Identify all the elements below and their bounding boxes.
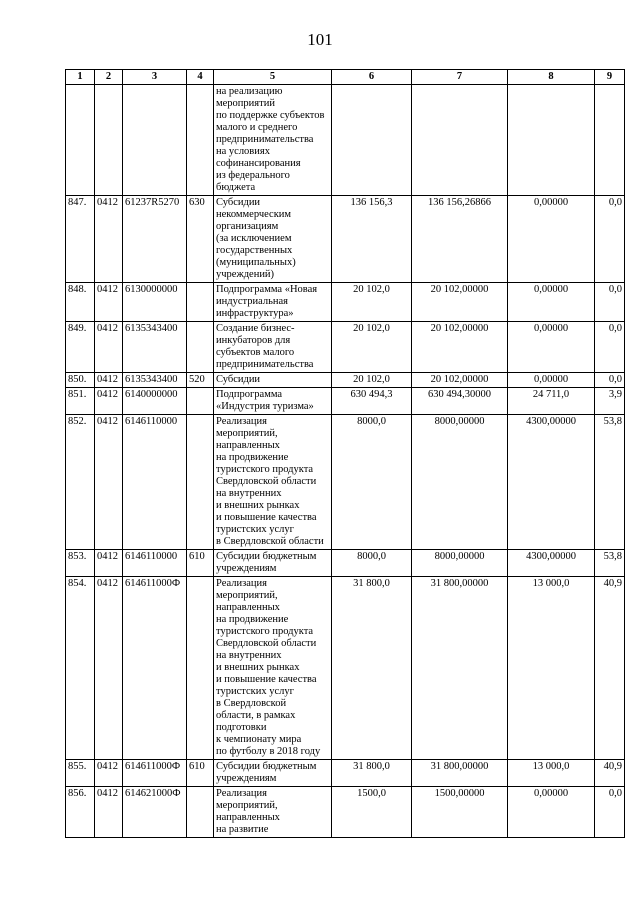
target-article-code: 614611000Ф (123, 577, 187, 760)
expense-type-code: 610 (187, 550, 214, 577)
section-code: 0412 (95, 196, 123, 283)
description (214, 283, 332, 322)
expense-type-code (187, 322, 214, 373)
description-line: государственных (216, 245, 293, 256)
approved-amount: 1500,00000 (412, 787, 508, 838)
description (214, 388, 332, 415)
section-code: 0412 (95, 760, 123, 787)
description-line: инфраструктура» (216, 308, 294, 319)
execution-percent: 53,8 (595, 415, 625, 550)
planned-amount: 20 102,0 (332, 283, 412, 322)
approved-amount: 136 156,26866 (412, 196, 508, 283)
expense-type-code (187, 85, 214, 196)
description-line: мероприятий, (216, 590, 278, 601)
description-line: туристских услуг (216, 686, 294, 697)
row-number: 850. (66, 373, 95, 388)
header-col-3: 3 (123, 70, 187, 85)
description-line: предпринимательства (216, 134, 314, 145)
row-number: 852. (66, 415, 95, 550)
description-line: Создание бизнес- (216, 323, 295, 334)
expense-type-code (187, 388, 214, 415)
row-number: 849. (66, 322, 95, 373)
planned-amount (332, 85, 412, 196)
execution-percent: 53,8 (595, 550, 625, 577)
header-col-6: 6 (332, 70, 412, 85)
planned-amount: 31 800,0 (332, 577, 412, 760)
execution-percent: 0,0 (595, 322, 625, 373)
executed-amount: 0,00000 (508, 373, 595, 388)
expense-type-code (187, 577, 214, 760)
page-number: 101 (307, 30, 333, 49)
executed-amount: 13 000,0 (508, 760, 595, 787)
description (214, 85, 332, 196)
header-col-7: 7 (412, 70, 508, 85)
description-line: учреждениям (216, 773, 277, 784)
description-line: туристского продукта (216, 464, 314, 475)
target-article-code: 614621000Ф (123, 787, 187, 838)
description-line: Субсидии бюджетным (216, 761, 317, 772)
description-line: на продвижение (216, 614, 289, 625)
description-line: учреждений) (216, 269, 275, 280)
description-line: на внутренних (216, 488, 282, 499)
description-line: субъектов малого (216, 347, 295, 358)
row-number: 847. (66, 196, 95, 283)
description-line: софинансирования (216, 158, 301, 169)
section-code: 0412 (95, 283, 123, 322)
section-code: 0412 (95, 388, 123, 415)
table-row (66, 388, 625, 415)
approved-amount: 8000,00000 (412, 550, 508, 577)
description (214, 577, 332, 760)
description-line: бюджета (216, 182, 256, 193)
header-col-5: 5 (214, 70, 332, 85)
header-row (66, 70, 625, 85)
target-article-code: 61237R5270 (123, 196, 187, 283)
description-line: Субсидии бюджетным (216, 551, 317, 562)
table-row (66, 760, 625, 787)
description-line: некоммерческим (216, 209, 292, 220)
row-number: 848. (66, 283, 95, 322)
executed-amount: 24 711,0 (508, 388, 595, 415)
description-line: подготовки (216, 722, 267, 733)
header-col-1: 1 (66, 70, 95, 85)
description-line: на реализацию (216, 86, 283, 97)
description-line: мероприятий, (216, 800, 278, 811)
row-number: 856. (66, 787, 95, 838)
target-article-code: 6130000000 (123, 283, 187, 322)
header-col-8: 8 (508, 70, 595, 85)
table-row (66, 283, 625, 322)
description-line: на развитие (216, 824, 269, 835)
description-line: на продвижение (216, 452, 289, 463)
description-line: из федерального (216, 170, 290, 181)
description-line: Свердловской области (216, 476, 317, 487)
execution-percent: 0,0 (595, 196, 625, 283)
expense-type-code: 520 (187, 373, 214, 388)
description (214, 415, 332, 550)
target-article-code (123, 85, 187, 196)
approved-amount: 8000,00000 (412, 415, 508, 550)
table-row (66, 787, 625, 838)
description-line: (за исключением (216, 233, 292, 244)
description-line: и повышение качества (216, 512, 317, 523)
description-line: туристских услуг (216, 524, 294, 535)
executed-amount: 0,00000 (508, 283, 595, 322)
section-code: 0412 (95, 373, 123, 388)
description-line: и повышение качества (216, 674, 317, 685)
row-number: 851. (66, 388, 95, 415)
planned-amount: 20 102,0 (332, 373, 412, 388)
approved-amount: 630 494,30000 (412, 388, 508, 415)
description-line: направленных (216, 602, 280, 613)
execution-percent (595, 85, 625, 196)
description-line: учреждениям (216, 563, 277, 574)
description-line: области, в рамках (216, 710, 296, 721)
approved-amount: 31 800,00000 (412, 760, 508, 787)
execution-percent: 0,0 (595, 373, 625, 388)
execution-percent: 40,9 (595, 760, 625, 787)
target-article-code: 6140000000 (123, 388, 187, 415)
description-line: Субсидии (216, 197, 261, 208)
row-number: 854. (66, 577, 95, 760)
description-line: на условиях (216, 146, 270, 157)
row-number: 855. (66, 760, 95, 787)
section-code: 0412 (95, 577, 123, 760)
description-line: и внешних рынках (216, 500, 300, 511)
approved-amount: 31 800,00000 (412, 577, 508, 760)
table-row (66, 196, 625, 283)
table-row (66, 550, 625, 577)
executed-amount: 13 000,0 (508, 577, 595, 760)
description (214, 787, 332, 838)
description-line: направленных (216, 812, 280, 823)
header-col-4: 4 (187, 70, 214, 85)
target-article-code: 6146110000 (123, 550, 187, 577)
table-row (66, 322, 625, 373)
expense-type-code (187, 787, 214, 838)
executed-amount: 0,00000 (508, 196, 595, 283)
target-article-code: 6146110000 (123, 415, 187, 550)
target-article-code: 614611000Ф (123, 760, 187, 787)
approved-amount: 20 102,00000 (412, 373, 508, 388)
expense-type-code: 630 (187, 196, 214, 283)
expense-type-code: 610 (187, 760, 214, 787)
target-article-code: 6135343400 (123, 373, 187, 388)
row-number (66, 85, 95, 196)
description-line: Субсидии (216, 374, 261, 385)
approved-amount: 20 102,00000 (412, 283, 508, 322)
table-row (66, 373, 625, 388)
execution-percent: 40,9 (595, 577, 625, 760)
description-line: на внутренних (216, 650, 282, 661)
description-line: в Свердловской области (216, 536, 324, 547)
expense-type-code (187, 283, 214, 322)
planned-amount: 8000,0 (332, 415, 412, 550)
description-line: к чемпионату мира (216, 734, 302, 745)
header-col-9: 9 (595, 70, 625, 85)
description-line: мероприятий, (216, 428, 278, 439)
executed-amount: 4300,00000 (508, 550, 595, 577)
description (214, 760, 332, 787)
description (214, 373, 332, 388)
description-line: в Свердловской (216, 698, 287, 709)
execution-percent: 0,0 (595, 283, 625, 322)
section-code: 0412 (95, 550, 123, 577)
description-line: Реализация (216, 788, 267, 799)
section-code: 0412 (95, 322, 123, 373)
planned-amount: 8000,0 (332, 550, 412, 577)
description-line: индустриальная (216, 296, 288, 307)
description-line: по футболу в 2018 году (216, 746, 321, 757)
description-line: Свердловской области (216, 638, 317, 649)
description-line: Подпрограмма (216, 389, 283, 400)
table-body (66, 85, 625, 838)
header-col-2: 2 (95, 70, 123, 85)
description-line: по поддержке субъектов (216, 110, 325, 121)
description-line: Реализация (216, 578, 267, 589)
approved-amount: 20 102,00000 (412, 322, 508, 373)
description-line: Реализация (216, 416, 267, 427)
section-code: 0412 (95, 415, 123, 550)
description (214, 550, 332, 577)
table-row (66, 415, 625, 550)
budget-table (65, 69, 625, 838)
description-line: (муниципальных) (216, 257, 296, 268)
section-code: 0412 (95, 787, 123, 838)
executed-amount (508, 85, 595, 196)
description (214, 196, 332, 283)
description-line: организациям (216, 221, 279, 232)
description-line: и внешних рынках (216, 662, 300, 673)
approved-amount (412, 85, 508, 196)
description-line: малого и среднего (216, 122, 298, 133)
planned-amount: 31 800,0 (332, 760, 412, 787)
executed-amount: 0,00000 (508, 787, 595, 838)
description-line: «Индустрия туризма» (216, 401, 314, 412)
description (214, 322, 332, 373)
planned-amount: 20 102,0 (332, 322, 412, 373)
executed-amount: 4300,00000 (508, 415, 595, 550)
expense-type-code (187, 415, 214, 550)
executed-amount: 0,00000 (508, 322, 595, 373)
description-line: Подпрограмма «Новая (216, 284, 318, 295)
table-row (66, 85, 625, 196)
planned-amount: 136 156,3 (332, 196, 412, 283)
description-line: инкубаторов для (216, 335, 291, 346)
section-code (95, 85, 123, 196)
row-number: 853. (66, 550, 95, 577)
execution-percent: 0,0 (595, 787, 625, 838)
description-line: мероприятий (216, 98, 275, 109)
execution-percent: 3,9 (595, 388, 625, 415)
description-line: предпринимательства (216, 359, 314, 370)
description-line: туристского продукта (216, 626, 314, 637)
planned-amount: 630 494,3 (332, 388, 412, 415)
planned-amount: 1500,0 (332, 787, 412, 838)
description-line: направленных (216, 440, 280, 451)
target-article-code: 6135343400 (123, 322, 187, 373)
table-row (66, 577, 625, 760)
